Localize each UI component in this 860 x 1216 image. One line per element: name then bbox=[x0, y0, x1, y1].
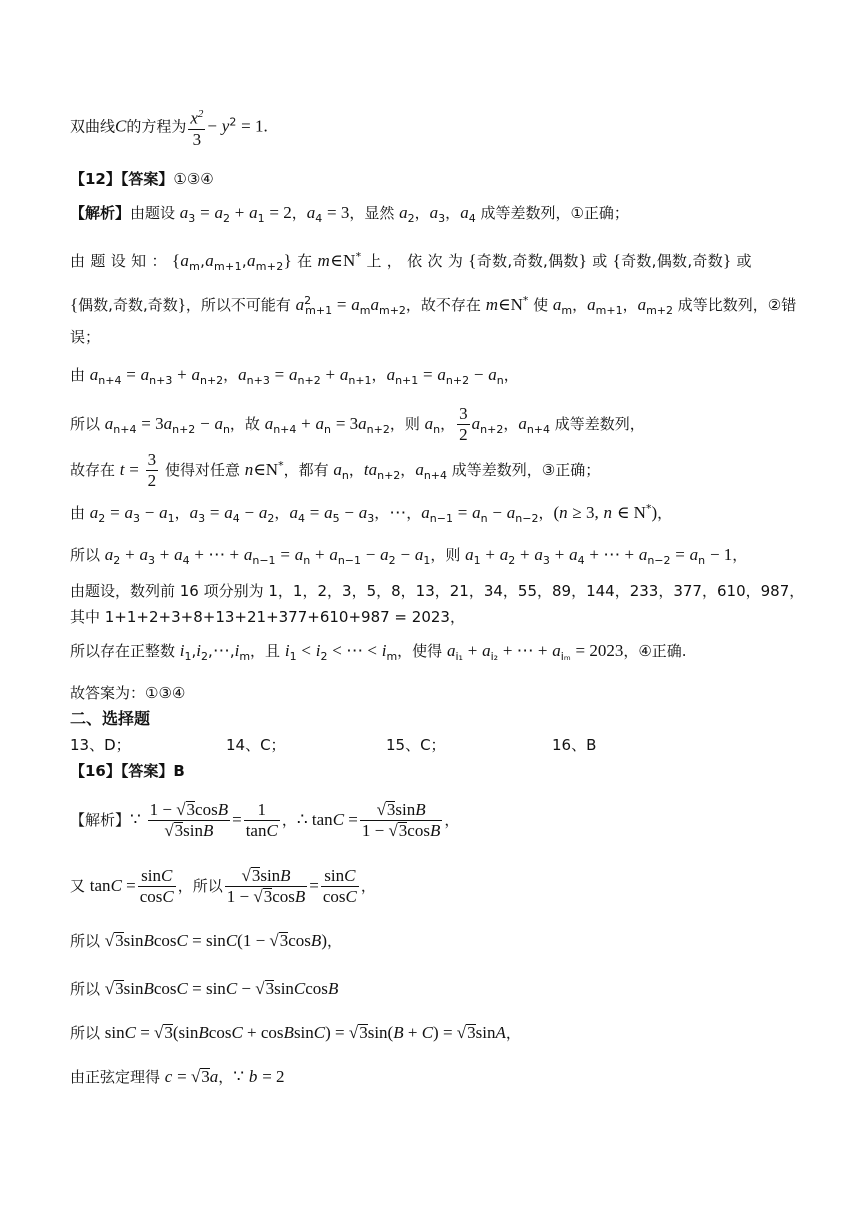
answer-16: 16、B bbox=[552, 736, 597, 754]
q16-solution-line-2: 又 tanC = $\frac{\sin C}{\cos C}$ ，所以 $\frac{√3\sin B}{1 - √3\cos B}$ = $\frac{\sin C}{\cos C}$ ， bbox=[70, 866, 376, 906]
section-title: 二、选择题 bbox=[70, 709, 151, 728]
q12-answer-label: 【12】【答案】①③④ bbox=[70, 170, 214, 188]
q12-solution-line-3: {偶数,奇数,奇数}，所以不可能有 $a^2_{m+1} = a_ma_{m+2}$，故不存在 m∈N* 使 $a_m$，$a_{m+1}$，$a_{m+2}$ 成等比数列，②错 bbox=[70, 294, 797, 317]
answer-13: 13、D； bbox=[70, 736, 131, 754]
q12-solution-line-1: 【解析】由题设 $a_3 = a_2 + a_1 = 2$，$a_4 = 3$，显然 $a_2$，$a_3$，$a_4$ 成等差数列，①正确； bbox=[70, 203, 629, 225]
q12-solution-line-6: 所以 $a_{n+4} = 3a_{n+2} - a_n$，故 $a_{n+4} + a_n = 3a_{n+2}$，则 $a_n$， $\frac{3}{2}$ $a_{n+2}$，$a_{n+4}$ 成等差数列， bbox=[70, 404, 645, 444]
q16-solution-line-4: 所以 √3sinBcosC = sinC − √3sinCcosB bbox=[70, 979, 339, 998]
q16-answer-label: 【16】【答案】B bbox=[70, 762, 185, 780]
q12-solution-line-4: 误； bbox=[70, 328, 101, 346]
q12-solution-line-7: 故存在 t = $\frac{3}{2}$ 使得对任意 n∈N*，都有 $a_n$，$ta_{n+2}$，$a_{n+4}$ 成等差数列，③正确； bbox=[70, 450, 601, 490]
q12-conclusion: 故答案为：①③④ bbox=[70, 684, 186, 702]
q12-solution-line-12: 所以存在正整数 $i_1,i_2,\cdots,i_m$，且 $i_1 < i_2$ < ⋯ < $i_m$，使得 $a_{i_1} + a_{i_2}$ + ⋯ + $a_{i_m} = 2023$，④正确. bbox=[70, 641, 687, 663]
q12-solution-line-10: 由题设，数列前 16 项分别为 1，1，2，3，5，8，13，21，34，55，89，144，233，377，610，987， bbox=[70, 582, 805, 600]
q12-solution-line-9: 所以 $a_2 + a_3 + a_4$ + ⋯ + $a_{n-1} = a_n + a_{n-1} - a_2 - a_1$，则 $a_1 + a_2 + a_3 + a_4$ + ⋯ + $a_{n-2} = a_n - 1$， bbox=[70, 545, 748, 567]
q16-solution-line-5: 所以 sinC = √3(sinBcosC + cosBsinC) = √3sin(B + C) = √3sinA， bbox=[70, 1023, 521, 1042]
q12-solution-line-2: 由 题 设 知 ： $\{a_m,a_{m+1},a_{m+2}\}$ 在 m∈N* 上 ， 依 次 为 {奇数,奇数,偶数} 或 {奇数,偶数,奇数} 或 bbox=[70, 250, 752, 273]
hyperbola-line: 双曲线C的方程为 $\frac{x^2}{3}$ − $y^2 = 1$. bbox=[70, 104, 268, 150]
q16-solution-line-6: 由正弦定理得 c = √3a，∵ b = 2 bbox=[70, 1067, 285, 1086]
q12-solution-line-5: 由 $a_{n+4} = a_{n+3} + a_{n+2}$，$a_{n+3} = a_{n+2} + a_{n+1}$，$a_{n+1} = a_{n+2} - a_n$， bbox=[70, 365, 519, 387]
answer-14: 14、C； bbox=[226, 736, 286, 754]
q16-solution-line-3: 所以 √3sinBcosC = sinC(1 − √3cosB)， bbox=[70, 931, 342, 950]
q16-solution-line-1: 【解析】∵ $\frac{1 - √3\cos B}{√3\sin B}$ = $\frac{1}{\tan C}$ ，∴ tanC = $\frac{√3\sin B}{1 - √3\cos B}$ ， bbox=[70, 800, 460, 840]
q12-solution-line-8: 由 $a_2 = a_3 - a_1$，$a_3 = a_4 - a_2$，$a_4 = a_5 - a_3$，⋯，$a_{n-1} = a_n - a_{n-2}$，(n ≥ 3, n ∈ N*)， bbox=[70, 502, 673, 525]
answer-15: 15、C； bbox=[386, 736, 446, 754]
q12-solution-line-11: 其中 1+1+2+3+8+13+21+377+610+987 = 2023， bbox=[70, 608, 465, 626]
